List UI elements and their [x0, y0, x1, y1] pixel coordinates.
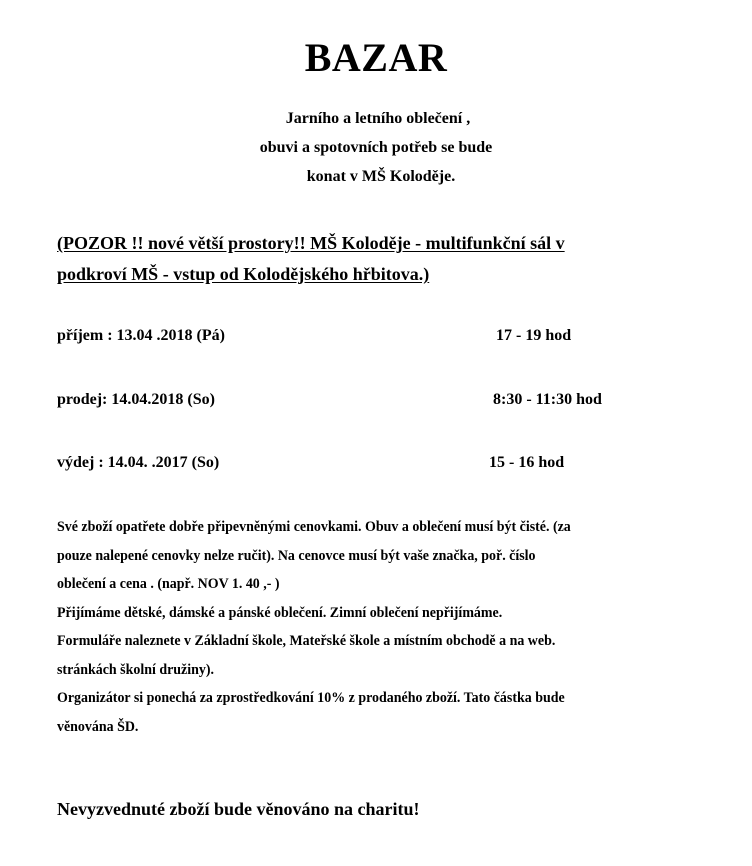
- location-notice: [57, 228, 565, 290]
- schedule-sale-label: prodej: 14.04.2018 (So): [57, 391, 215, 408]
- event-description-line: Jarního a letního oblečení ,: [285, 110, 471, 127]
- schedule-pickup-time: 15 - 16 hod: [489, 454, 565, 471]
- instructions-line: Přijímáme dětské, dámské a pánské oblečení. Zimní oblečení nepřijímáme.: [57, 604, 503, 621]
- schedule-pickup-label: výdej : 14.04. .2017 (So): [57, 454, 220, 471]
- instructions-line: věnována ŠD.: [57, 718, 139, 735]
- schedule-intake-time: 17 - 19 hod: [496, 327, 572, 344]
- instructions-line: Své zboží opatřete dobře připevněnými cenovkami. Obuv a oblečení musí být čisté. (za: [57, 519, 571, 535]
- event-description: [0, 104, 752, 191]
- instructions-line: Organizátor si ponechá za zprostředkování 10% z prodaného zboží. Tato částka bude: [57, 690, 565, 706]
- charity-note: Nevyzvednuté zboží bude věnováno na charitu!: [57, 799, 420, 819]
- schedule-intake-label: příjem : 13.04 .2018 (Pá): [57, 327, 225, 344]
- event-description-line: konat v MŠ Koloděje.: [306, 168, 456, 185]
- location-notice-line: (POZOR !! nové větší prostory!! MŠ Koloděje - multifunkční sál v: [57, 233, 565, 253]
- event-description-line: obuvi a spotovních potřeb se bude: [259, 139, 493, 156]
- instructions-line: oblečení a cena . (např. NOV 1. 40 ,- ): [57, 576, 280, 592]
- location-notice-line: podkroví MŠ - vstup od Kolodějského hřbitova.): [57, 264, 430, 284]
- instructions: [57, 513, 571, 741]
- instructions-line: stránkách školní družiny).: [57, 661, 214, 678]
- instructions-line: pouze nalepené cenovky nelze ručit). Na cenovce musí být vaše značka, poř. číslo: [57, 547, 536, 564]
- schedule-sale-time: 8:30 - 11:30 hod: [493, 391, 602, 408]
- instructions-line: Formuláře naleznete v Základní škole, Mateřské škole a místním obchodě a na web.: [57, 633, 556, 649]
- document-title: BAZAR: [304, 35, 448, 80]
